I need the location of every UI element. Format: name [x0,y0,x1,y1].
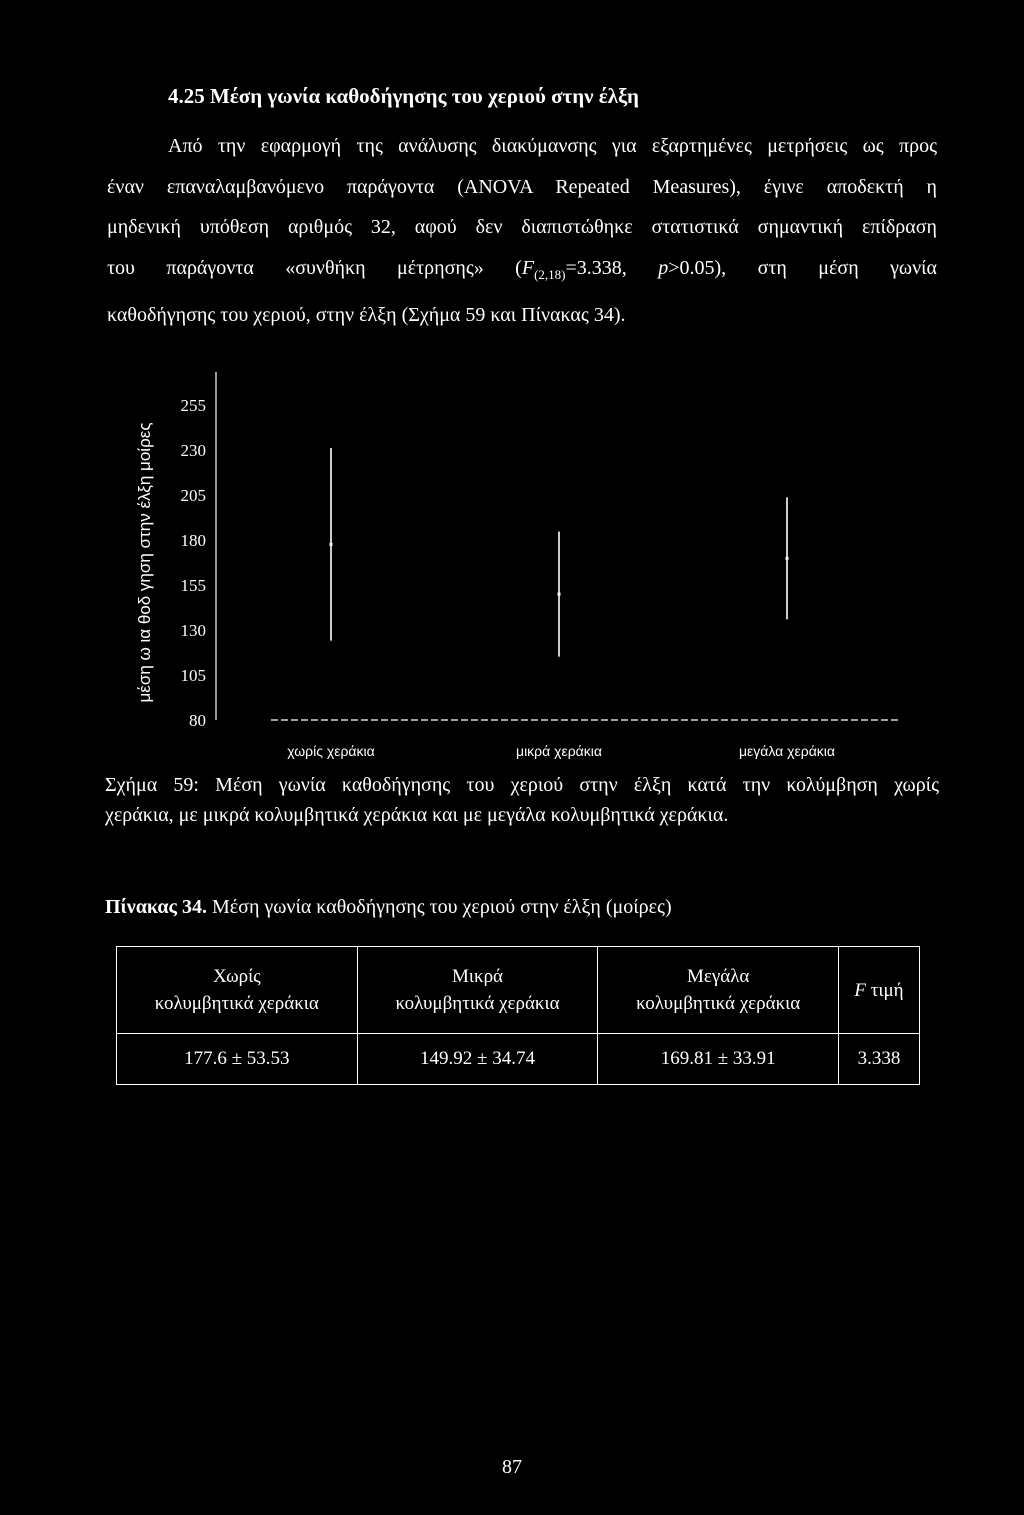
stats-p-symbol: p [658,256,669,279]
results-table [116,946,920,1085]
table-row [117,1034,920,1085]
y-tick-label: 155 [180,576,206,595]
figure-59-chart [100,360,920,760]
value-cell: 3.338 [839,1034,920,1085]
header-cell-small-paddles [357,947,598,1034]
header-line: Μεγάλα [686,966,750,987]
y-ticks [181,396,207,730]
header-cell-large-paddles [598,947,839,1034]
value-cell: 177.6 ± 53.53 [117,1034,358,1085]
table-title-text: Μέση γωνία καθοδήγησης του χεριού στην έλξη (μοίρες) [206,896,672,918]
paragraph-line: έναν επαναλαμβανόμενο παράγοντα (ANOVA Repeated Measures), έγινε αποδεκτή η [107,175,937,198]
x-category-label: μικρά χεράκια [516,743,602,759]
header-cell-f-value [839,947,920,1034]
paragraph-line: μηδενική υπόθεση αριθμός 32, αφού δεν διαπιστώθηκε στατιστικά σημαντική επίδραση [107,216,937,238]
y-tick-label: 255 [180,396,206,415]
paragraph-line-stats [107,248,937,296]
stats-text-pre: του παράγοντα «συνθήκη μέτρησης» ( [107,256,522,279]
stats-df: (2,18) [534,266,566,282]
x-categories [287,743,835,759]
header-line: κολυμβητικά χεράκια [154,993,319,1014]
table-title [105,896,672,919]
y-tick-label: 180 [180,531,206,550]
figure-caption [105,770,939,830]
page-number: 87 [502,1456,522,1478]
value-cell: 169.81 ± 33.91 [598,1034,839,1085]
body-paragraph [107,126,937,336]
x-category-label: χωρίς χεράκια [287,743,375,759]
table-header-row [117,947,920,1034]
stats-text-post: >0.05), στη μέση γωνία [668,256,937,279]
y-tick-label: 205 [180,486,206,505]
header-f-symbol: F [854,979,866,1001]
header-line: Χωρίς [212,966,261,987]
table-label: Πίνακας 34. [105,896,207,918]
header-line: κολυμβητικά χεράκια [395,993,560,1014]
header-line: Μικρά [451,966,504,987]
paragraph-line: Από την εφαρμογή της ανάλυσης διακύμανσης για εξαρτημένες μετρήσεις ως προς [168,135,937,157]
header-line: κολυμβητικά χεράκια [636,993,801,1014]
y-tick-label: 105 [180,666,206,685]
y-axis-label: μέση ω ια θοδ γηση στην έλξη μοίρες [135,422,154,703]
y-tick-label: 230 [180,441,206,460]
y-tick-label: 80 [189,711,206,730]
header-line: τιμή [866,979,904,1001]
caption-line: Σχήμα 59: Μέση γωνία καθοδήγησης του χεριού στην έλξη κατά την κολύμβηση χωρίς [105,774,939,796]
x-category-label: μεγάλα χεράκια [738,743,836,759]
stats-f-value: =3.338, [565,256,659,279]
y-tick-label: 130 [180,621,206,640]
stats-f-symbol: F [521,256,535,279]
value-cell: 149.92 ± 34.74 [357,1034,598,1085]
error-bars [330,448,789,657]
header-cell-no-paddles [117,947,358,1034]
paragraph-line: καθοδήγησης του χεριού, στην έλξη (Σχήμα 59 και Πίνακας 34). [107,304,626,326]
caption-line: χεράκια, με μικρά κολυμβητικά χεράκια και με μεγάλα κολυμβητικά χεράκια. [105,804,729,826]
section-heading: 4.25 Μέση γωνία καθοδήγησης του χεριού στην έλξη [168,84,639,108]
